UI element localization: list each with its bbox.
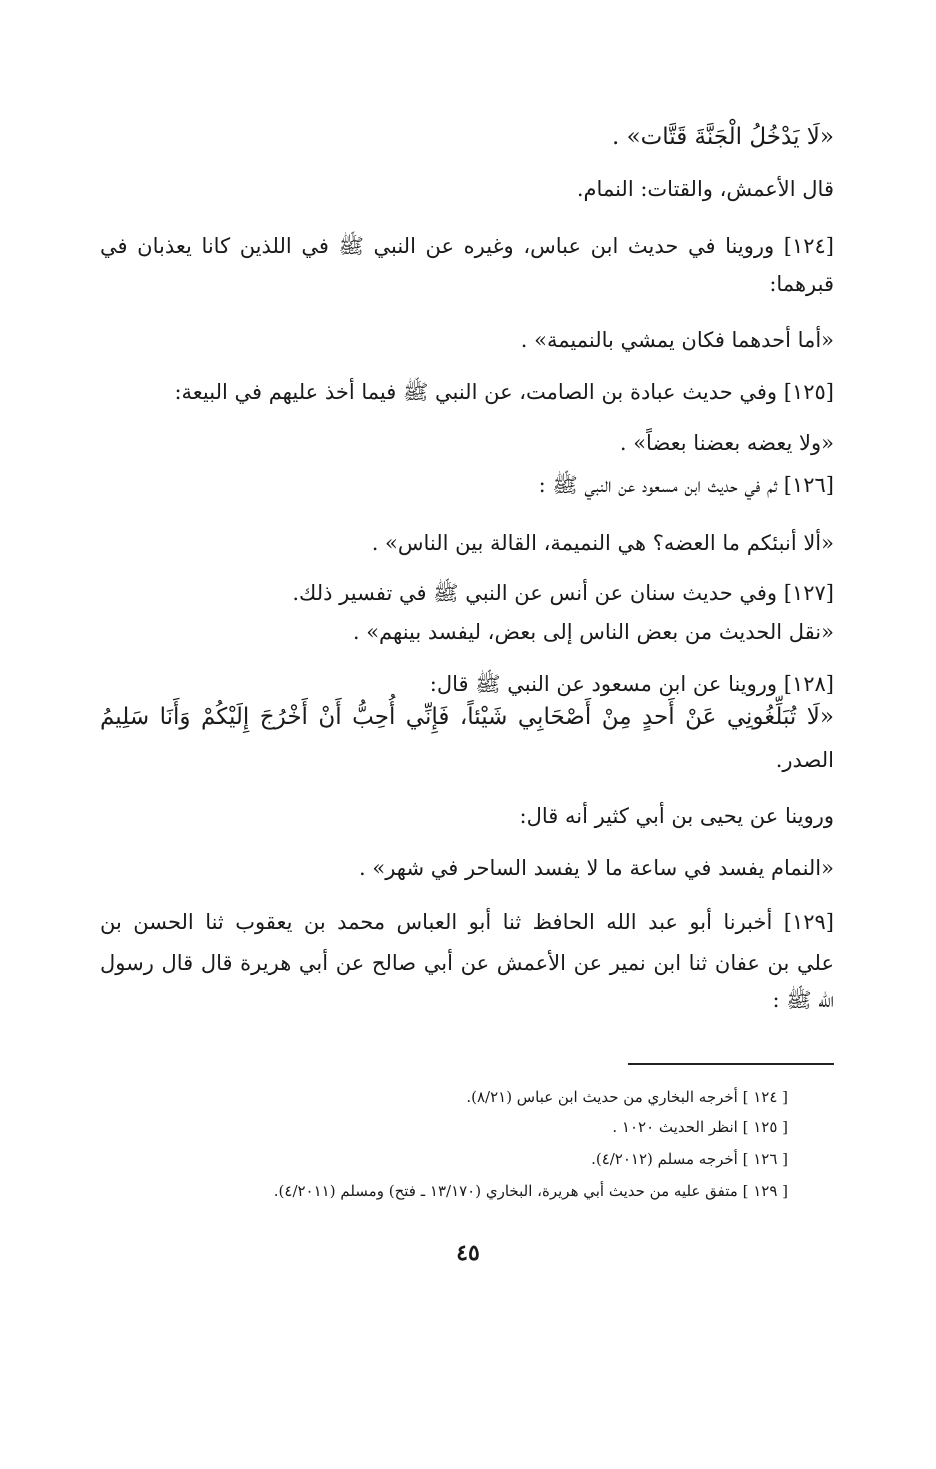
hadith-quote: «أما أحدهما فكان يمشي بالنميمة» . [520,328,834,352]
footnote-separator [628,1063,834,1065]
body-line: قبرهما: [769,272,834,296]
footnote: [ ١٢٦ ] أخرجه مسلم (٤/٢٠١٢). [591,1150,788,1168]
hadith-quote: «لَا تُبَلِّغُونِي عَنْ أَحدٍ مِنْ أَصْحَابِي شَيْئاً، فَإِنِّي أُحِبُّ أَنْ أَخْرُجَ إِلَيْكُمْ وَأَنَا سَلِيمُ [100,704,834,730]
hadith-quote: «ولا يعضه بعضنا بعضاً» . [619,431,834,455]
body-line: [١٢٦] ثم في حديث ابن مسعود عن النبي ﷺ : [538,473,834,497]
body-line: [١٢٧] وفي حديث سنان عن أنس عن النبي ﷺ في تفسير ذلك. [292,581,834,605]
hadith-quote: «لَا يَدْخُلُ الْجَنَّةَ قَتَّات» . [611,124,834,150]
body-line: [١٢٥] وفي حديث عبادة بن الصامت، عن النبي ﷺ فيما أخذ عليهم في البيعة: [174,380,834,404]
hadith-quote: «ألا أنبئكم ما العضه؟ هي النميمة، القالة بين الناس» . [371,531,834,555]
body-line: الله ﷺ : [772,988,834,1012]
body-line: [١٢٨] وروينا عن ابن مسعود عن النبي ﷺ قال: [429,672,834,696]
body-line: الصدر. [775,748,834,772]
hadith-quote: «النمام يفسد في ساعة ما لا يفسد الساحر في شهر» . [359,856,834,880]
body-line: وروينا عن يحيى بن أبي كثير أنه قال: [519,804,834,828]
footnote: [ ١٢٥ ] انظر الحديث ١٠٢٠ . [612,1118,788,1136]
body-line: قال الأعمش، والقتات: النمام. [576,177,834,201]
footnote: [ ١٢٩ ] متفق عليه من حديث أبي هريرة، البخاري (١٣/١٧٠ ـ فتح) ومسلم (٤/٢٠١١). [273,1182,788,1200]
hadith-quote: «نقل الحديث من بعض الناس إلى بعض، ليفسد بينهم» . [352,620,834,644]
footnote: [ ١٢٤ ] أخرجه البخاري من حديث ابن عباس (٨/٢١). [466,1088,788,1106]
body-line: [١٢٤] وروينا في حديث ابن عباس، وغيره عن النبي ﷺ في اللذين كانا يعذبان في [100,234,834,258]
body-line: [١٢٩] أخبرنا أبو عبد الله الحافظ ثنا أبو العباس محمد بن يعقوب ثنا الحسن بن [100,910,834,934]
body-line: علي بن عفان ثنا ابن نمير عن الأعمش عن أبي صالح عن أبي هريرة قال قال رسول [100,951,834,975]
page-number: ٤٥ [456,1240,480,1266]
